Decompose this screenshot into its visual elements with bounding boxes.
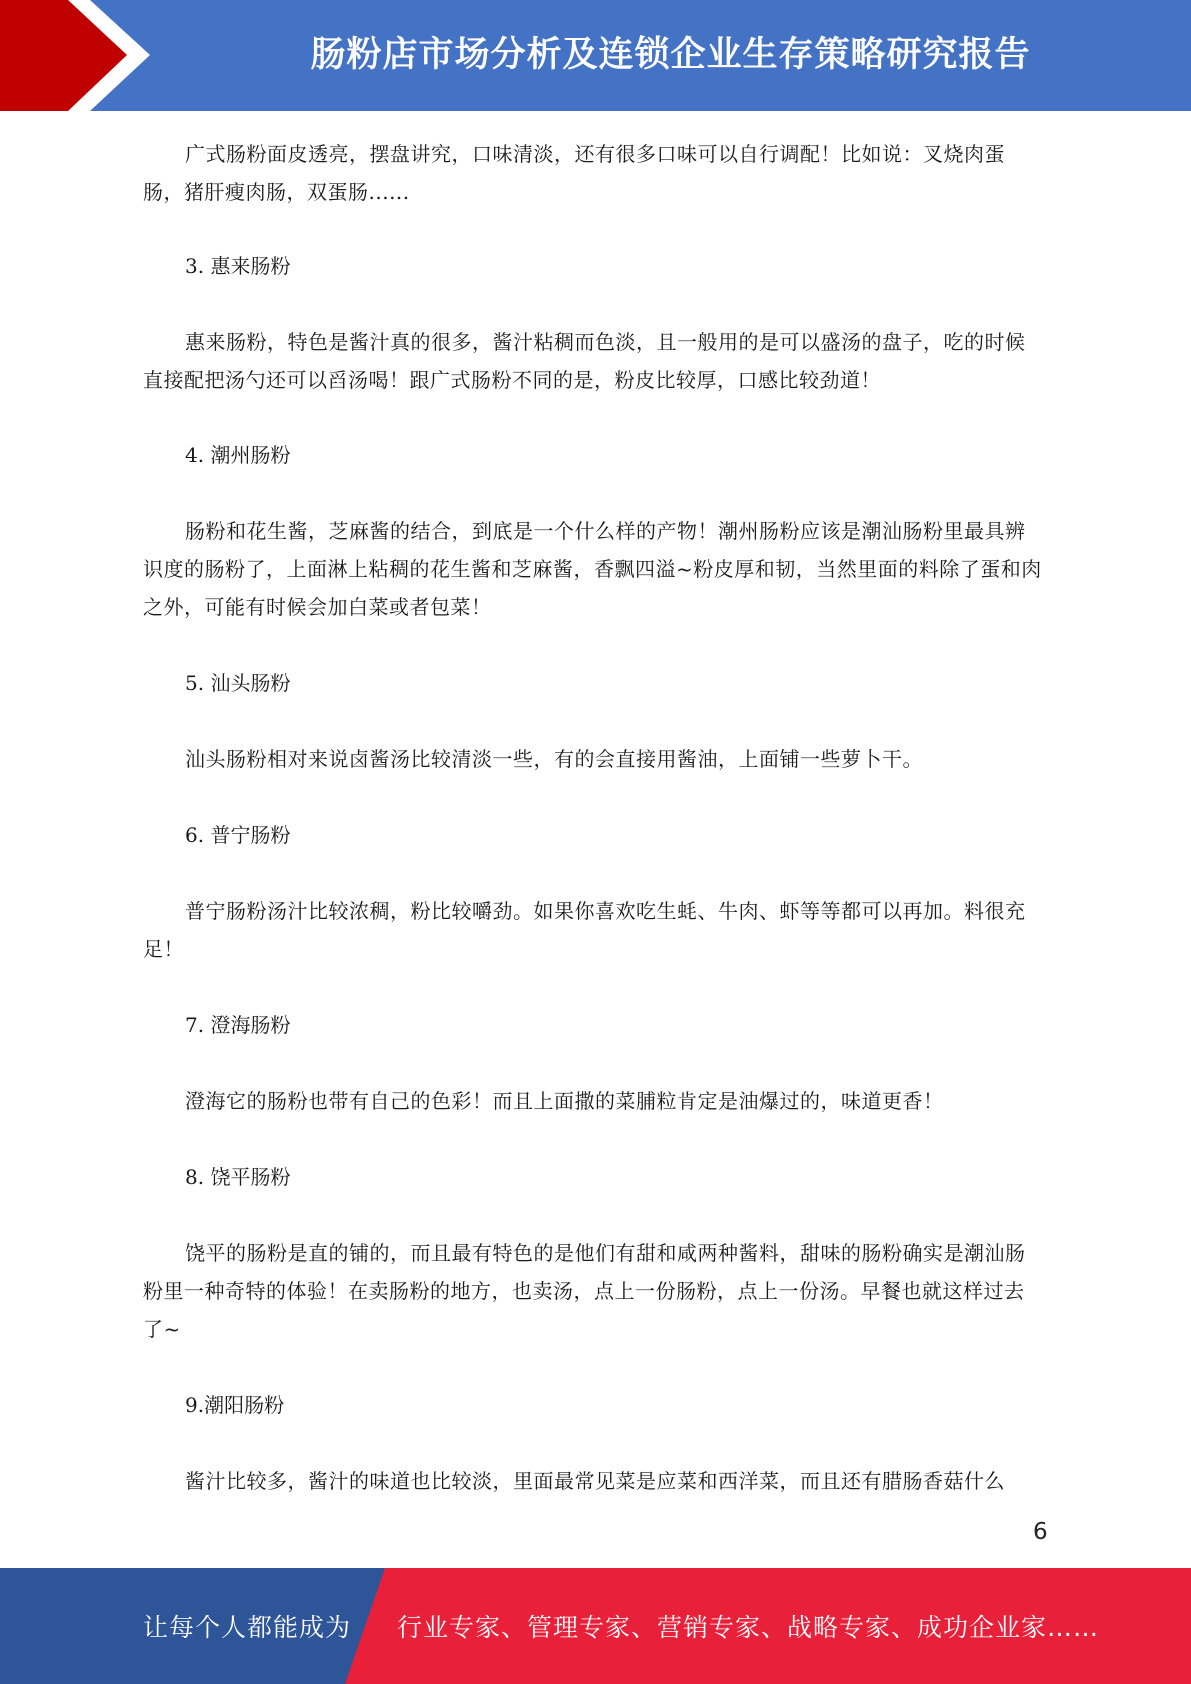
report-title: 肠粉店市场分析及连锁企业生存策略研究报告 [310, 35, 1031, 75]
heading-raoping: 8. 饶平肠粉 [185, 1165, 291, 1189]
heading-chaozhou: 4. 潮州肠粉 [185, 443, 291, 467]
heading-chenghai: 7. 澄海肠粉 [185, 1013, 291, 1037]
heading-huilai: 3. 惠来肠粉 [185, 254, 291, 278]
paragraph-huilai: 惠来肠粉，特色是酱汁真的很多，酱汁粘稠而色淡，且一般用的是可以盛汤的盘子，吃的时候直接配把汤勺还可以舀汤喝！跟广式肠粉不同的是，粉皮比较厚，口感比较劲道！ [143, 330, 1026, 392]
report-header [0, 0, 1191, 111]
report-footer [0, 1568, 1191, 1684]
paragraph-chaozhou: 肠粉和花生酱，芝麻酱的结合，到底是一个什么样的产物！潮州肠粉应该是潮汕肠粉里最具辨识度的肠粉了，上面淋上粘稠的花生酱和芝麻酱，香飘四溢~粉皮厚和韧，当然里面的料除了蛋和肉之外，可能有时候会加白菜或者包菜！ [143, 519, 1042, 619]
page-number: 6 [1033, 1519, 1048, 1545]
paragraph-chenghai: 澄海它的肠粉也带有自己的色彩！而且上面撒的菜脯粒肯定是油爆过的，味道更香！ [185, 1089, 944, 1113]
heading-shantou: 5. 汕头肠粉 [185, 671, 291, 695]
paragraph-raoping: 饶平的肠粉是直的铺的，而且最有特色的是他们有甜和咸两种酱料，甜味的肠粉确实是潮汕肠粉里一种奇特的体验！在卖肠粉的地方，也卖汤，点上一份肠粉，点上一份汤。早餐也就这样过去了~ [143, 1241, 1026, 1341]
footer-slogan-right: 行业专家、管理专家、营销专家、战略专家、成功企业家…… [397, 1613, 1100, 1642]
heading-puning: 6. 普宁肠粉 [185, 823, 291, 847]
paragraph-shantou: 汕头肠粉相对来说卤酱汤比较清淡一些，有的会直接用酱油，上面铺一些萝卜干。 [185, 747, 923, 771]
paragraph-chaoyang: 酱汁比较多，酱汁的味道也比较淡，里面最常见菜是应菜和西洋菜，而且还有腊肠香菇什么 [185, 1469, 1005, 1493]
footer-slogan-left: 让每个人都能成为 [143, 1613, 352, 1642]
heading-chaoyang: 9.潮阳肠粉 [185, 1393, 285, 1417]
paragraph-guangshi: 广式肠粉面皮透亮，摆盘讲究，口味清淡，还有很多口味可以自行调配！比如说：叉烧肉蛋肠，猪肝瘦肉肠，双蛋肠...... [143, 142, 1005, 204]
paragraph-puning: 普宁肠粉汤汁比较浓稠，粉比较嚼劲。如果你喜欢吃生蚝、牛肉、虾等等都可以再加。料很充足！ [143, 899, 1026, 961]
